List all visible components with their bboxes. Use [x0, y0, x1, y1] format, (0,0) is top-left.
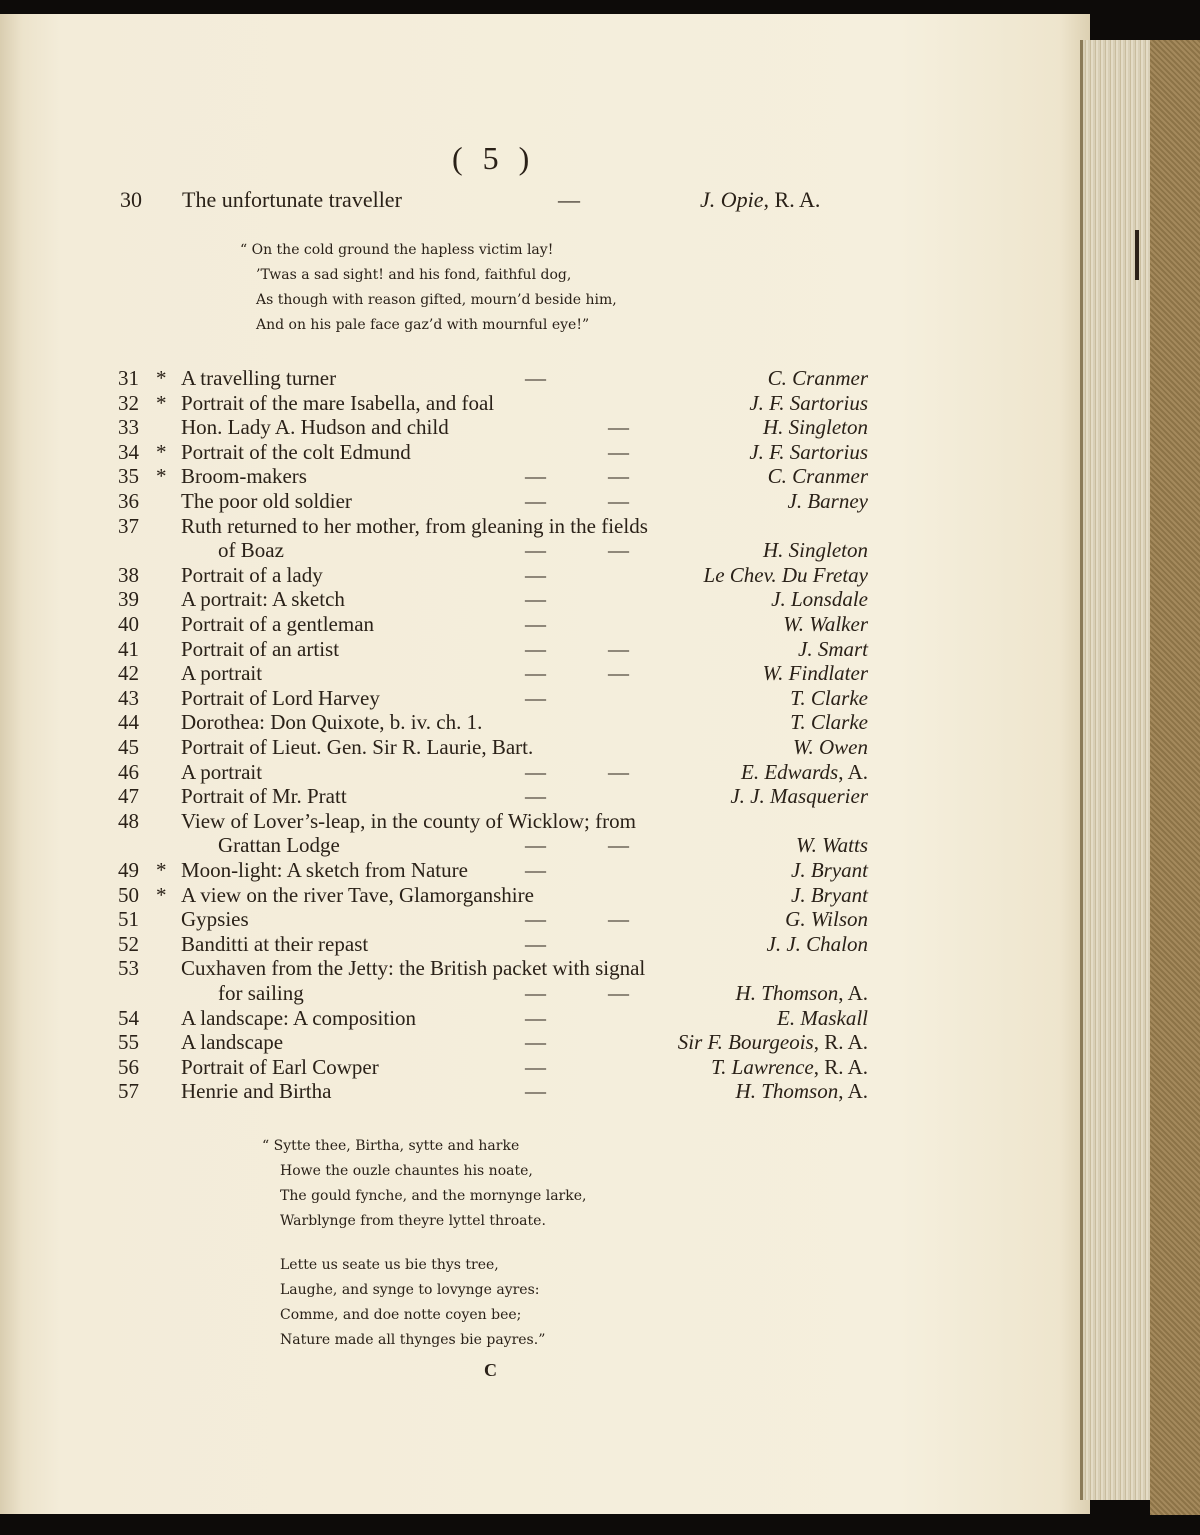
entry-title: View of Lover’s-leap, in the county of Wicklow; from	[181, 808, 636, 833]
entry-artist-cell	[560, 932, 868, 956]
entry-dash: —	[525, 464, 546, 489]
entry-dash: —	[525, 661, 546, 686]
entry-number: 47	[118, 784, 139, 809]
entry-artist-cell	[560, 587, 868, 611]
entry-title: Portrait of Mr. Pratt	[181, 784, 347, 809]
entry-artist-cell	[560, 833, 868, 857]
entry-artist: C. Cranmer	[767, 366, 868, 390]
table-row	[0, 686, 1100, 710]
entry-dash: —	[558, 187, 580, 212]
entry-30: 30 The unfortunate traveller — J. Opie, R. A.	[120, 187, 821, 212]
entry-number: 44	[118, 710, 139, 735]
entry-dash: —	[525, 1054, 546, 1079]
bookmark-ribbon	[1135, 230, 1139, 280]
entry-dash: —	[608, 759, 629, 784]
table-row	[0, 366, 1100, 390]
entry-title: Ruth returned to her mother, from gleaning in the fields	[181, 513, 648, 538]
entry-title: for sailing	[218, 981, 304, 1005]
entry-number: 49	[118, 858, 139, 882]
entry-dash: —	[525, 759, 546, 784]
entry-number: 33	[118, 415, 139, 440]
table-row	[0, 612, 1100, 636]
entry-artist: J. Opie	[700, 187, 764, 212]
entry-artist: J. Barney	[787, 489, 868, 513]
entry-dash: —	[525, 907, 546, 932]
table-row	[0, 661, 1100, 685]
entry-number: 40	[118, 612, 139, 636]
verse-line: “ Sytte thee, Birtha, sytte and harke	[262, 1138, 520, 1154]
entry-title: Portrait of Lieut. Gen. Sir R. Laurie, Bart.	[181, 735, 534, 759]
entry-artist-cell	[560, 735, 868, 759]
entry-title: Portrait of a lady	[181, 562, 323, 587]
entry-artist-suffix: R. A.	[774, 187, 821, 212]
entry-title: Portrait of Lord Harvey	[181, 685, 380, 710]
entry-artist-cell	[560, 661, 868, 685]
entry-number: 31	[118, 366, 139, 390]
entry-number: 50	[118, 882, 139, 907]
entry-dash: —	[525, 858, 546, 882]
table-row	[0, 514, 1100, 538]
entry-title: Hon. Lady A. Hudson and child	[181, 415, 449, 440]
entry-artist: J. Smart	[798, 636, 868, 661]
entry-artist-cell	[560, 784, 868, 808]
entry-artist-cell	[560, 907, 868, 931]
entry-artist-cell: Sir F. Bourgeois, R. A.	[677, 1030, 868, 1055]
entry-title: A portrait	[181, 759, 263, 784]
entry-artist: T. Lawrence	[711, 1054, 814, 1079]
entry-artist-suffix: R. A.	[824, 1054, 868, 1079]
entry-artist-cell	[560, 440, 868, 464]
entry-number: 32	[118, 390, 139, 415]
table-row	[0, 932, 1100, 956]
entry-dash: —	[608, 833, 629, 858]
entry-dash: —	[608, 439, 629, 464]
table-row	[0, 784, 1100, 808]
entry-artist: W. Watts	[796, 833, 868, 858]
entry-number: 38	[118, 562, 139, 587]
signature-mark: C	[484, 1360, 497, 1380]
entry-title: Moon-light: A sketch from Nature	[181, 858, 468, 882]
entry-dash: —	[525, 538, 546, 563]
entry-title: A portrait	[181, 661, 263, 686]
entry-dash: —	[525, 1079, 546, 1104]
entry-dash: —	[525, 612, 546, 636]
entry-star: *	[156, 390, 167, 415]
entry-artist-cell	[560, 366, 868, 390]
entry-title: Henrie and Birtha	[181, 1079, 332, 1104]
verse-line: And on his pale face gaz’d with mournful eye!”	[256, 317, 590, 333]
entry-title: Portrait of Earl Cowper	[181, 1054, 379, 1079]
entry-artist: C. Cranmer	[767, 464, 868, 489]
entry-artist-cell	[560, 391, 868, 415]
entry-title: Broom-makers	[181, 464, 307, 489]
entry-number: 43	[118, 685, 139, 710]
entry-artist: H. Thomson	[735, 981, 839, 1005]
entry-dash: —	[608, 489, 629, 513]
entry-dash: —	[525, 489, 546, 513]
entry-artist-cell: E. Edwards, A.	[741, 759, 868, 784]
entry-title: A portrait: A sketch	[181, 587, 345, 612]
verse-line: ’Twas a sad sight! and his fond, faithful dog,	[256, 267, 572, 283]
verse-line: Warblynge from theyre lyttel throate.	[280, 1213, 546, 1229]
entry-number: 57	[118, 1079, 139, 1104]
table-row	[0, 391, 1100, 415]
entry-dash: —	[525, 366, 546, 390]
table-row	[0, 637, 1100, 661]
entry-dash: —	[608, 538, 629, 563]
entry-artist-suffix: R. A.	[824, 1030, 868, 1055]
entry-dash: —	[608, 464, 629, 489]
entry-dash: —	[525, 931, 546, 956]
verse-line: As though with reason gifted, mourn’d beside him,	[256, 292, 617, 308]
entry-dash: —	[525, 587, 546, 612]
entry-dash: —	[608, 981, 629, 1005]
entry-title: of Boaz	[218, 538, 284, 563]
entry-artist-cell	[560, 1006, 868, 1030]
entry-artist-cell	[560, 415, 868, 439]
entry-title: A landscape: A composition	[181, 1005, 417, 1030]
entry-number: 34	[118, 439, 139, 464]
table-row	[0, 1079, 1100, 1103]
entry-artist: J. J. Masquerier	[730, 784, 868, 809]
entry-artist: H. Singleton	[763, 415, 868, 440]
table-row	[0, 833, 1100, 857]
verse-line: “ On the cold ground the hapless victim lay!	[240, 242, 554, 258]
entry-artist-suffix: A.	[847, 759, 868, 784]
entry-artist-cell	[560, 883, 868, 907]
entry-artist: H. Thomson	[735, 1079, 839, 1104]
verse-line: Comme, and doe notte coyen bee;	[280, 1307, 522, 1323]
entry-number: 48	[118, 808, 139, 833]
table-row	[0, 907, 1100, 931]
entry-number: 54	[118, 1005, 139, 1030]
table-row	[0, 440, 1100, 464]
entry-artist: Sir F. Bourgeois	[677, 1030, 814, 1055]
entry-artist: W. Findlater	[762, 661, 868, 686]
table-row	[0, 489, 1100, 513]
entry-dash: —	[525, 1005, 546, 1030]
entry-dash: —	[525, 636, 546, 661]
entry-artist-cell	[560, 858, 868, 882]
entry-number: 56	[118, 1054, 139, 1079]
entry-artist: G. Wilson	[785, 907, 868, 932]
verse-line: Howe the ouzle chauntes his noate,	[280, 1163, 533, 1179]
entry-artist-cell	[560, 637, 868, 661]
entry-artist-suffix: A.	[847, 1079, 868, 1104]
entry-artist: J. Lonsdale	[771, 587, 868, 612]
entry-title: Portrait of an artist	[181, 636, 340, 661]
table-row	[0, 735, 1100, 759]
verse-line: Lette us seate us bie thys tree,	[280, 1257, 499, 1273]
entry-title: A landscape	[181, 1030, 284, 1055]
entry-artist: T. Clarke	[790, 685, 868, 710]
table-row	[0, 883, 1100, 907]
verse-line: Laughe, and synge to lovynge ayres:	[280, 1282, 540, 1298]
verse-line: The gould fynche, and the mornynge larke,	[280, 1188, 587, 1204]
table-row	[0, 1030, 1100, 1054]
book-cover	[1150, 40, 1200, 1515]
entry-artist: W. Walker	[783, 612, 868, 636]
entry-artist-cell	[560, 538, 868, 562]
entry-title: Grattan Lodge	[218, 833, 340, 858]
entry-dash: —	[525, 562, 546, 587]
page-number: ( 5 )	[452, 140, 536, 176]
entry-dash: —	[608, 415, 629, 440]
entry-dash: —	[608, 907, 629, 932]
table-row	[0, 587, 1100, 611]
entry-artist-cell: H. Thomson, A.	[735, 981, 868, 1005]
entry-dash: —	[608, 636, 629, 661]
table-row	[0, 956, 1100, 980]
entry-title: Portrait of the mare Isabella, and foal	[181, 390, 495, 415]
entry-star: *	[156, 366, 167, 390]
entry-title: Cuxhaven from the Jetty: the British packet with signal	[181, 956, 646, 981]
table-row	[0, 981, 1100, 1005]
entry-artist-cell	[560, 464, 868, 488]
entry-title: Dorothea: Don Quixote, b. iv. ch. 1.	[181, 710, 483, 735]
entry-title: A travelling turner	[181, 366, 337, 390]
entry-dash: —	[525, 784, 546, 809]
entry-artist-cell: T. Lawrence, R. A.	[711, 1054, 868, 1079]
table-row	[0, 415, 1100, 439]
entry-dash: —	[525, 981, 546, 1005]
entry-artist: Le Chev. Du Fretay	[703, 562, 868, 587]
entry-star: *	[156, 464, 167, 489]
entry-title: Banditti at their repast	[181, 931, 369, 956]
entry-number: 42	[118, 661, 139, 686]
entry-number: 39	[118, 587, 139, 612]
entry-artist: J. J. Chalon	[766, 931, 868, 956]
entry-dash: —	[525, 833, 546, 858]
verse-line: Nature made all thynges bie payres.”	[280, 1332, 546, 1348]
entry-number: 52	[118, 931, 139, 956]
entry-artist-cell	[560, 710, 868, 734]
table-row	[0, 1006, 1100, 1030]
table-row	[0, 538, 1100, 562]
entry-title: The poor old soldier	[181, 489, 352, 513]
entry-number: 36	[118, 489, 139, 513]
table-row	[0, 710, 1100, 734]
entry-number: 55	[118, 1030, 139, 1055]
entry-number: 35	[118, 464, 139, 489]
entry-number: 30	[120, 187, 142, 212]
entry-star: *	[156, 882, 167, 907]
entry-dash: —	[608, 661, 629, 686]
entry-artist: E. Maskall	[777, 1005, 868, 1030]
entry-dash: —	[525, 685, 546, 710]
entry-number: 51	[118, 907, 139, 932]
table-row	[0, 760, 1100, 784]
entry-star: *	[156, 858, 167, 882]
table-row	[0, 809, 1100, 833]
entry-title: A view on the river Tave, Glamorganshire	[181, 882, 534, 907]
entry-number: 53	[118, 956, 139, 981]
entry-number: 41	[118, 636, 139, 661]
entry-artist-cell	[560, 563, 868, 587]
entry-star: *	[156, 439, 167, 464]
entry-artist: H. Singleton	[763, 538, 868, 563]
entry-number: 37	[118, 513, 139, 538]
entry-title: The unfortunate traveller	[182, 187, 402, 212]
entry-dash: —	[525, 1030, 546, 1055]
entry-artist: J. Bryant	[791, 882, 868, 907]
entry-artist: J. F. Sartorius	[749, 390, 868, 415]
entry-artist: T. Clarke	[790, 710, 868, 735]
entry-artist-cell	[560, 489, 868, 513]
entry-artist-cell	[560, 612, 868, 636]
table-row	[0, 563, 1100, 587]
entry-number: 46	[118, 759, 139, 784]
entry-artist: J. F. Sartorius	[749, 439, 868, 464]
entry-title: Gypsies	[181, 907, 249, 932]
entry-artist-suffix: A.	[847, 981, 868, 1005]
table-row	[0, 464, 1100, 488]
entry-artist-cell: H. Thomson, A.	[735, 1079, 868, 1104]
table-row	[0, 1055, 1100, 1079]
table-row	[0, 858, 1100, 882]
entry-artist: W. Owen	[792, 735, 868, 759]
entry-artist: J. Bryant	[791, 858, 868, 882]
entry-number: 45	[118, 735, 139, 759]
entry-artist: E. Edwards	[741, 759, 839, 784]
entry-title: Portrait of a gentleman	[181, 612, 375, 636]
entry-title: Portrait of the colt Edmund	[181, 439, 411, 464]
entry-artist-cell	[560, 686, 868, 710]
